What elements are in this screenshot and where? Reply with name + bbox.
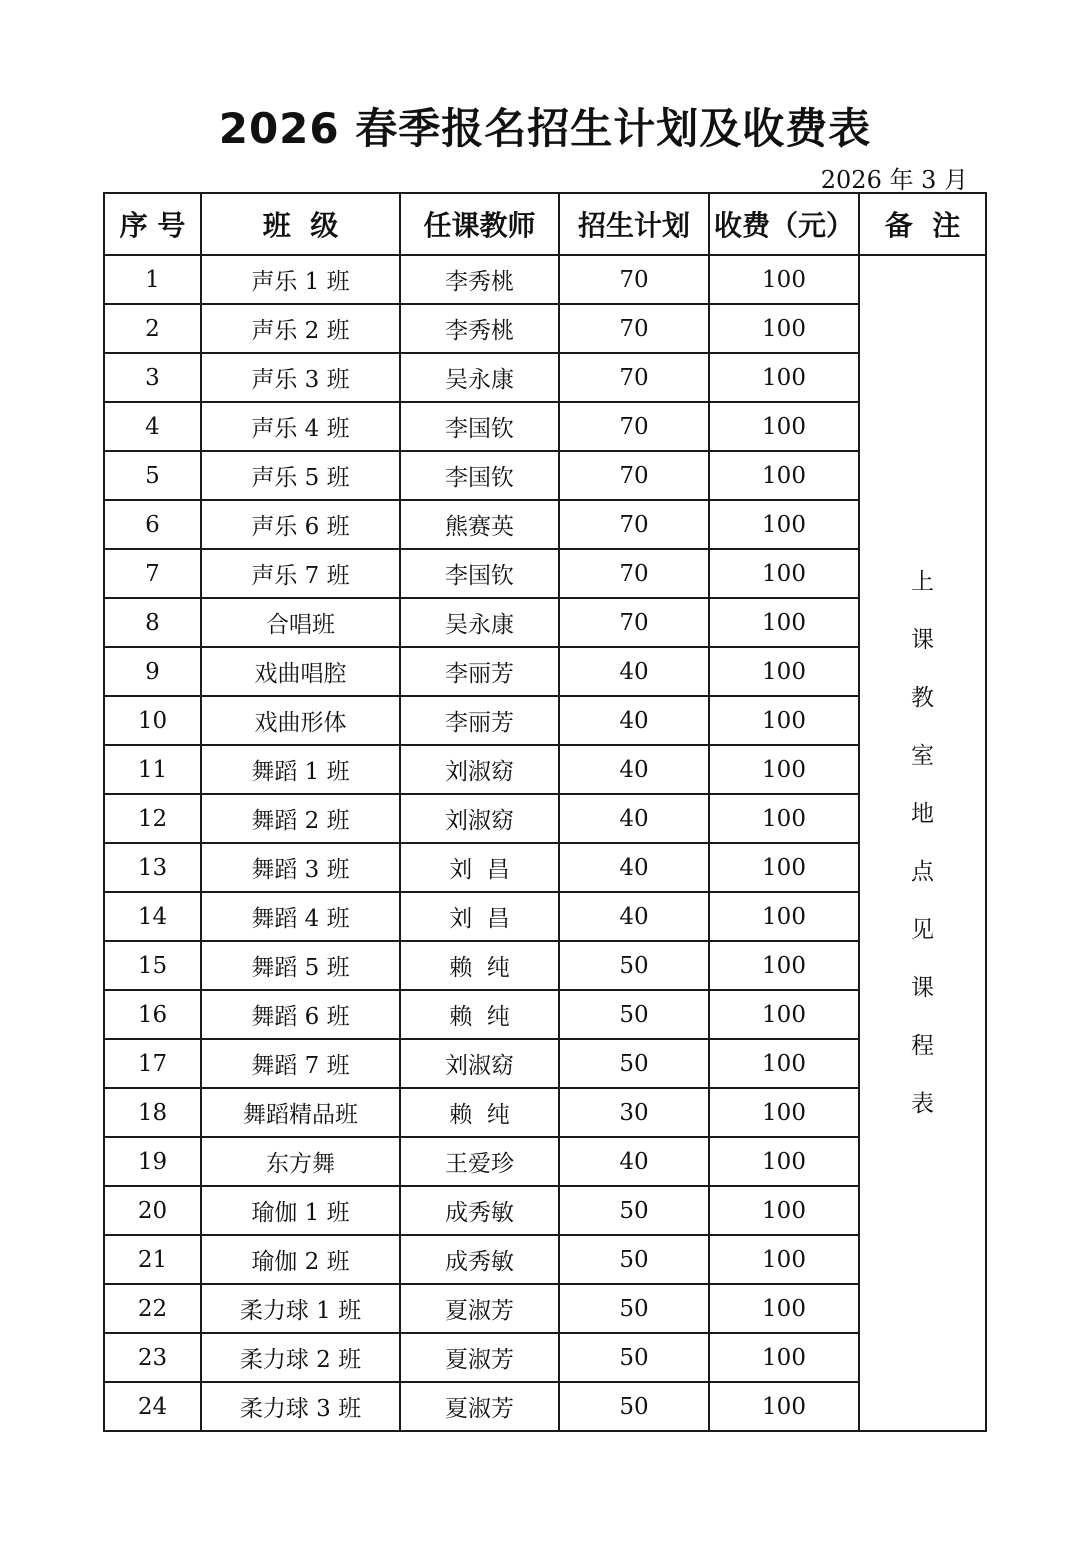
class-name: 舞蹈 2 班	[201, 794, 400, 843]
table-row	[104, 549, 986, 598]
enrollment-plan: 70	[559, 353, 709, 402]
teacher-name: 吴永康	[400, 353, 559, 402]
row-number: 17	[104, 1039, 201, 1088]
fee-amount: 100	[709, 647, 859, 696]
enrollment-plan: 50	[559, 941, 709, 990]
fee-amount: 100	[709, 500, 859, 549]
table-row	[104, 1088, 986, 1137]
table-row	[104, 990, 986, 1039]
table-header-row	[104, 193, 986, 255]
enrollment-plan: 70	[559, 549, 709, 598]
row-number: 5	[104, 451, 201, 500]
class-name: 舞蹈 7 班	[201, 1039, 400, 1088]
class-name: 东方舞	[201, 1137, 400, 1186]
fee-amount: 100	[709, 696, 859, 745]
class-name: 声乐 7 班	[201, 549, 400, 598]
fee-amount: 100	[709, 745, 859, 794]
table-row	[104, 402, 986, 451]
teacher-name: 李丽芳	[400, 647, 559, 696]
row-number: 20	[104, 1186, 201, 1235]
row-number: 24	[104, 1382, 201, 1431]
table-row	[104, 353, 986, 402]
header-plan: 招生计划	[559, 193, 709, 255]
row-number: 18	[104, 1088, 201, 1137]
class-name: 戏曲形体	[201, 696, 400, 745]
table-row	[104, 892, 986, 941]
enrollment-plan: 40	[559, 1137, 709, 1186]
enrollment-plan: 50	[559, 1235, 709, 1284]
table-row	[104, 500, 986, 549]
teacher-name: 熊赛英	[400, 500, 559, 549]
row-number: 14	[104, 892, 201, 941]
fee-amount: 100	[709, 353, 859, 402]
enrollment-plan: 70	[559, 451, 709, 500]
row-number: 8	[104, 598, 201, 647]
fee-amount: 100	[709, 1284, 859, 1333]
enrollment-plan: 50	[559, 1333, 709, 1382]
teacher-name: 刘 昌	[400, 843, 559, 892]
table-row	[104, 304, 986, 353]
enrollment-plan: 40	[559, 647, 709, 696]
enrollment-plan: 70	[559, 500, 709, 549]
table-row	[104, 843, 986, 892]
remark-cell	[859, 255, 986, 1431]
row-number: 9	[104, 647, 201, 696]
class-name: 瑜伽 1 班	[201, 1186, 400, 1235]
row-number: 21	[104, 1235, 201, 1284]
fee-amount: 100	[709, 451, 859, 500]
fee-amount: 100	[709, 1039, 859, 1088]
class-name: 柔力球 3 班	[201, 1382, 400, 1431]
table-row	[104, 1382, 986, 1431]
row-number: 16	[104, 990, 201, 1039]
table-row	[104, 745, 986, 794]
header-no: 序 号	[104, 193, 201, 255]
document-date: 2026 年 3 月	[820, 166, 968, 194]
row-number: 13	[104, 843, 201, 892]
fee-amount: 100	[709, 1235, 859, 1284]
row-number: 11	[104, 745, 201, 794]
class-name: 声乐 6 班	[201, 500, 400, 549]
row-number: 6	[104, 500, 201, 549]
table-row	[104, 1039, 986, 1088]
fee-amount: 100	[709, 255, 859, 304]
class-name: 舞蹈 5 班	[201, 941, 400, 990]
teacher-name: 夏淑芳	[400, 1333, 559, 1382]
teacher-name: 赖 纯	[400, 1088, 559, 1137]
fee-amount: 100	[709, 304, 859, 353]
teacher-name: 赖 纯	[400, 990, 559, 1039]
table-body	[104, 255, 986, 1431]
fee-amount: 100	[709, 549, 859, 598]
teacher-name: 赖 纯	[400, 941, 559, 990]
fee-amount: 100	[709, 402, 859, 451]
fee-amount: 100	[709, 1088, 859, 1137]
teacher-name: 刘淑窈	[400, 794, 559, 843]
row-number: 3	[104, 353, 201, 402]
fee-amount: 100	[709, 794, 859, 843]
fee-amount: 100	[709, 598, 859, 647]
fee-amount: 100	[709, 1137, 859, 1186]
class-name: 瑜伽 2 班	[201, 1235, 400, 1284]
fee-amount: 100	[709, 990, 859, 1039]
teacher-name: 吴永康	[400, 598, 559, 647]
enrollment-plan: 50	[559, 990, 709, 1039]
row-number: 22	[104, 1284, 201, 1333]
class-name: 声乐 4 班	[201, 402, 400, 451]
class-name: 柔力球 1 班	[201, 1284, 400, 1333]
class-name: 声乐 3 班	[201, 353, 400, 402]
class-name: 声乐 5 班	[201, 451, 400, 500]
remark-text: 上课教室地点见课程表	[911, 569, 934, 1117]
class-name: 柔力球 2 班	[201, 1333, 400, 1382]
table-row	[104, 696, 986, 745]
fee-amount: 100	[709, 941, 859, 990]
table-row	[104, 794, 986, 843]
enrollment-plan: 40	[559, 696, 709, 745]
teacher-name: 夏淑芳	[400, 1382, 559, 1431]
table-row	[104, 451, 986, 500]
table-row	[104, 941, 986, 990]
table-row	[104, 255, 986, 304]
class-name: 舞蹈 1 班	[201, 745, 400, 794]
enrollment-fee-table	[103, 192, 987, 1432]
enrollment-plan: 40	[559, 745, 709, 794]
enrollment-plan: 50	[559, 1284, 709, 1333]
enrollment-plan: 70	[559, 255, 709, 304]
table-row	[104, 1186, 986, 1235]
header-fee: 收费（元）	[709, 193, 859, 255]
teacher-name: 成秀敏	[400, 1186, 559, 1235]
header-class: 班 级	[201, 193, 400, 255]
fee-amount: 100	[709, 1186, 859, 1235]
fee-amount: 100	[709, 1382, 859, 1431]
class-name: 舞蹈 6 班	[201, 990, 400, 1039]
class-name: 声乐 2 班	[201, 304, 400, 353]
row-number: 23	[104, 1333, 201, 1382]
enrollment-plan: 50	[559, 1039, 709, 1088]
teacher-name: 李国钦	[400, 451, 559, 500]
teacher-name: 刘 昌	[400, 892, 559, 941]
enrollment-plan: 70	[559, 402, 709, 451]
document-title: 2026 春季报名招生计划及收费表	[218, 104, 872, 153]
teacher-name: 李秀桃	[400, 304, 559, 353]
enrollment-plan: 30	[559, 1088, 709, 1137]
enrollment-plan: 40	[559, 843, 709, 892]
class-name: 舞蹈 4 班	[201, 892, 400, 941]
row-number: 15	[104, 941, 201, 990]
row-number: 19	[104, 1137, 201, 1186]
class-name: 声乐 1 班	[201, 255, 400, 304]
table-row	[104, 1137, 986, 1186]
class-name: 舞蹈精品班	[201, 1088, 400, 1137]
teacher-name: 李国钦	[400, 402, 559, 451]
teacher-name: 夏淑芳	[400, 1284, 559, 1333]
table-row	[104, 1284, 986, 1333]
enrollment-plan: 70	[559, 304, 709, 353]
fee-amount: 100	[709, 843, 859, 892]
table-row	[104, 1235, 986, 1284]
class-name: 戏曲唱腔	[201, 647, 400, 696]
class-name: 舞蹈 3 班	[201, 843, 400, 892]
fee-amount: 100	[709, 1333, 859, 1382]
header-teacher: 任课教师	[400, 193, 559, 255]
class-name: 合唱班	[201, 598, 400, 647]
enrollment-plan: 40	[559, 794, 709, 843]
teacher-name: 刘淑窈	[400, 1039, 559, 1088]
table-row	[104, 598, 986, 647]
table-row	[104, 1333, 986, 1382]
teacher-name: 刘淑窈	[400, 745, 559, 794]
row-number: 2	[104, 304, 201, 353]
enrollment-plan: 50	[559, 1186, 709, 1235]
row-number: 10	[104, 696, 201, 745]
enrollment-plan: 40	[559, 892, 709, 941]
teacher-name: 王爱珍	[400, 1137, 559, 1186]
table-row	[104, 647, 986, 696]
enrollment-plan: 70	[559, 598, 709, 647]
teacher-name: 李国钦	[400, 549, 559, 598]
fee-amount: 100	[709, 892, 859, 941]
row-number: 1	[104, 255, 201, 304]
teacher-name: 成秀敏	[400, 1235, 559, 1284]
teacher-name: 李丽芳	[400, 696, 559, 745]
enrollment-plan: 50	[559, 1382, 709, 1431]
teacher-name: 李秀桃	[400, 255, 559, 304]
row-number: 12	[104, 794, 201, 843]
row-number: 4	[104, 402, 201, 451]
row-number: 7	[104, 549, 201, 598]
header-note: 备 注	[859, 193, 986, 255]
